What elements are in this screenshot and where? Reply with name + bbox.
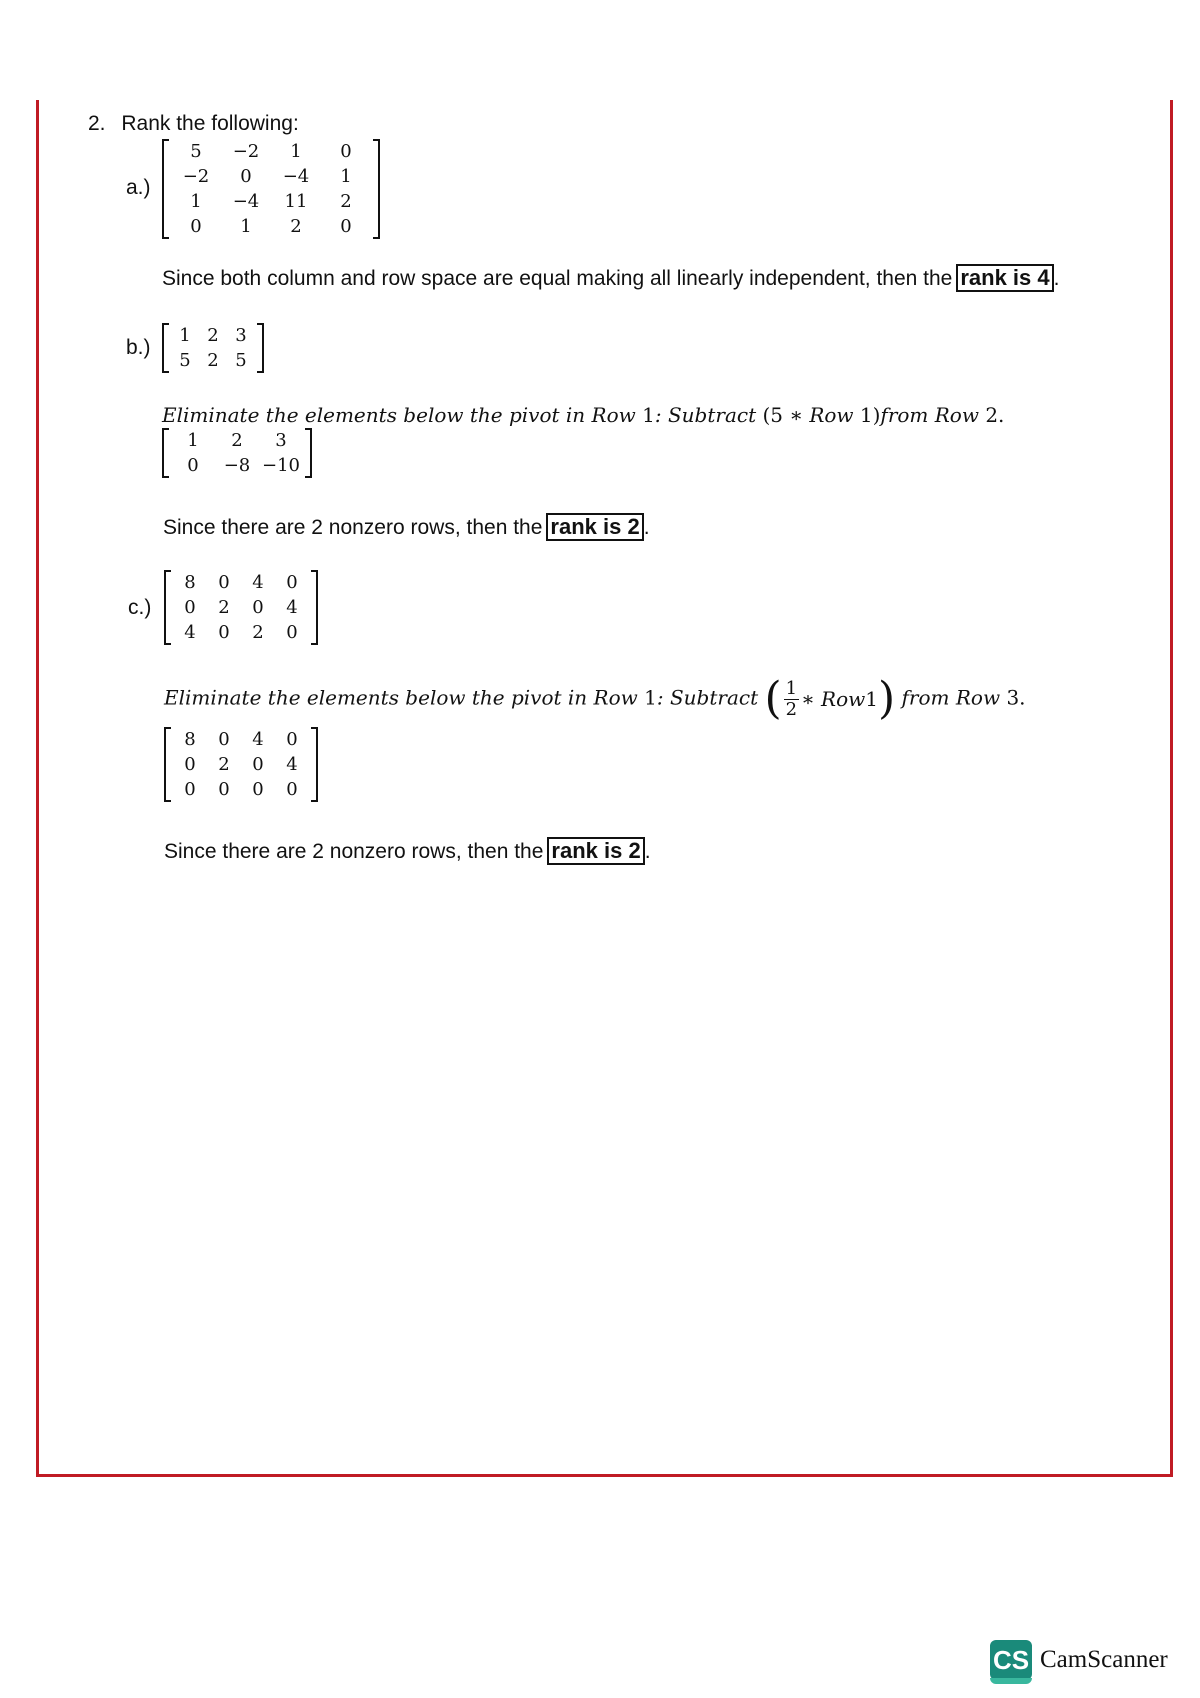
matrix-cell: 0 [252,754,264,775]
part-b-matrix [162,323,264,373]
part-b-step-num-1: 1 [642,403,655,427]
matrix-cell: 0 [218,729,230,750]
matrix-cell: −4 [282,166,310,187]
matrix-cell: 2 [290,216,302,237]
matrix-cell: −8 [223,455,251,476]
matrix-right-bracket [311,570,318,645]
matrix-cell: 0 [252,597,264,618]
part-b-step-num-3: 2. [985,403,1005,427]
matrix-cell: 0 [218,622,230,643]
matrix-cell: 0 [184,779,196,800]
part-c-matrix [164,570,318,645]
camscanner-logo-icon [990,1640,1032,1680]
part-c-frac-den: 2 [785,698,798,720]
part-c-step-text-1: Eliminate the elements below the pivot in Row [164,685,645,710]
part-c-step-num-3: 3. [1006,685,1026,710]
matrix-left-bracket [164,570,171,645]
part-b-rank-box: rank is 2 [546,513,643,541]
matrix-left-bracket [162,428,169,478]
matrix-cell: 0 [286,622,298,643]
part-c-fraction-expr: ( $\frac{1}{2}$ ∗ Row 1 ) [764,673,896,724]
camscanner-brand: CamScanner [1040,1646,1168,1673]
matrix-cell: 0 [184,597,196,618]
part-b-step-expr: (5 ∗ [762,403,810,427]
matrix-cell: 0 [184,754,196,775]
camscanner-watermark [990,1640,1168,1680]
part-a-matrix [162,139,380,239]
matrix-cell: 0 [286,779,298,800]
part-c-rank-box: rank is 2 [547,837,644,865]
part-b-step-num-2: 1) [859,403,881,427]
matrix-cell: 2 [207,325,219,346]
matrix-cell: 4 [286,754,298,775]
matrix-cell: 3 [275,430,287,451]
part-b-step-text-2: : Subtract [654,403,763,427]
matrix-right-bracket [311,727,318,802]
part-b-step [162,403,1004,427]
matrix-cell: 0 [190,216,202,237]
part-c-result-matrix [164,727,318,802]
matrix-cell: −4 [232,191,260,212]
matrix-cell: 5 [235,350,247,371]
part-b-result-matrix [162,428,312,478]
part-c-step-text-2: : Subtract [656,685,765,710]
matrix-cell: 3 [235,325,247,346]
matrix-cell: 1 [340,166,352,187]
matrix-cell: −2 [232,141,260,162]
matrix-right-bracket [257,323,264,373]
part-c-end: . [644,840,651,863]
matrix-cell: 2 [340,191,352,212]
part-c-step-text-4: from Row [895,685,1007,710]
matrix-cell: 8 [184,572,196,593]
part-b-step-text-1: Eliminate the elements below the pivot in Row [162,403,643,427]
part-a-conclusion-text: Since both column and row space are equal making all linearly independent, then the [162,267,953,290]
matrix-left-bracket [162,323,169,373]
matrix-cell: 1 [240,216,252,237]
logo-letters: CS [992,1644,1030,1675]
part-c-step [164,673,1026,724]
part-a-end: . [1053,267,1060,290]
part-b-conclusion-text: Since there are 2 nonzero rows, then the [163,516,543,539]
part-c-conclusion [164,837,651,865]
part-c-frac-num: 1 [785,677,798,699]
matrix-cell: 0 [340,216,352,237]
matrix-cell: 2 [207,350,219,371]
part-c-step-num-2: 1 [865,687,878,711]
matrix-left-bracket [162,139,169,239]
matrix-cell: 0 [218,572,230,593]
part-b-conclusion [163,513,650,541]
part-b-end: . [643,516,650,539]
question-heading [88,112,299,136]
part-a-rank-box: rank is 4 [956,264,1053,292]
matrix-cell: 0 [187,455,199,476]
matrix-cell: 0 [240,166,252,187]
part-b-step-text-4: from Row [880,403,986,427]
question-title: Rank the following: [121,112,299,135]
part-a-label: a.) [126,176,151,199]
matrix-cell: 8 [184,729,196,750]
matrix-cell: 1 [179,325,191,346]
matrix-cell: 2 [218,754,230,775]
matrix-cell: 5 [179,350,191,371]
matrix-cell: 0 [252,779,264,800]
matrix-left-bracket [164,727,171,802]
part-c-label: c.) [128,596,152,619]
matrix-cell: −10 [262,455,300,476]
matrix-cell: 0 [218,779,230,800]
matrix-cell: 4 [252,729,264,750]
matrix-cell: 11 [284,191,308,212]
matrix-cell: 1 [290,141,302,162]
matrix-cell: 4 [184,622,196,643]
matrix-cell: 2 [218,597,230,618]
matrix-cell: 0 [286,572,298,593]
part-b-label: b.) [126,336,151,359]
matrix-cell: 1 [187,430,199,451]
matrix-right-bracket [373,139,380,239]
part-c-step-text-3: ∗ Row [801,687,866,711]
matrix-cell: 4 [252,572,264,593]
question-number: 2. [88,112,106,135]
part-c-conclusion-text: Since there are 2 nonzero rows, then the [164,840,544,863]
matrix-cell: 4 [286,597,298,618]
matrix-cell: 5 [190,141,202,162]
part-a-conclusion [162,264,1059,292]
matrix-cell: 1 [190,191,202,212]
part-c-step-num-1: 1 [644,685,657,710]
matrix-cell: 0 [340,141,352,162]
matrix-right-bracket [305,428,312,478]
matrix-cell: 2 [231,430,243,451]
matrix-cell: 2 [252,622,264,643]
matrix-cell: 0 [286,729,298,750]
part-b-step-text-3: Row [809,403,860,427]
matrix-cell: −2 [182,166,210,187]
